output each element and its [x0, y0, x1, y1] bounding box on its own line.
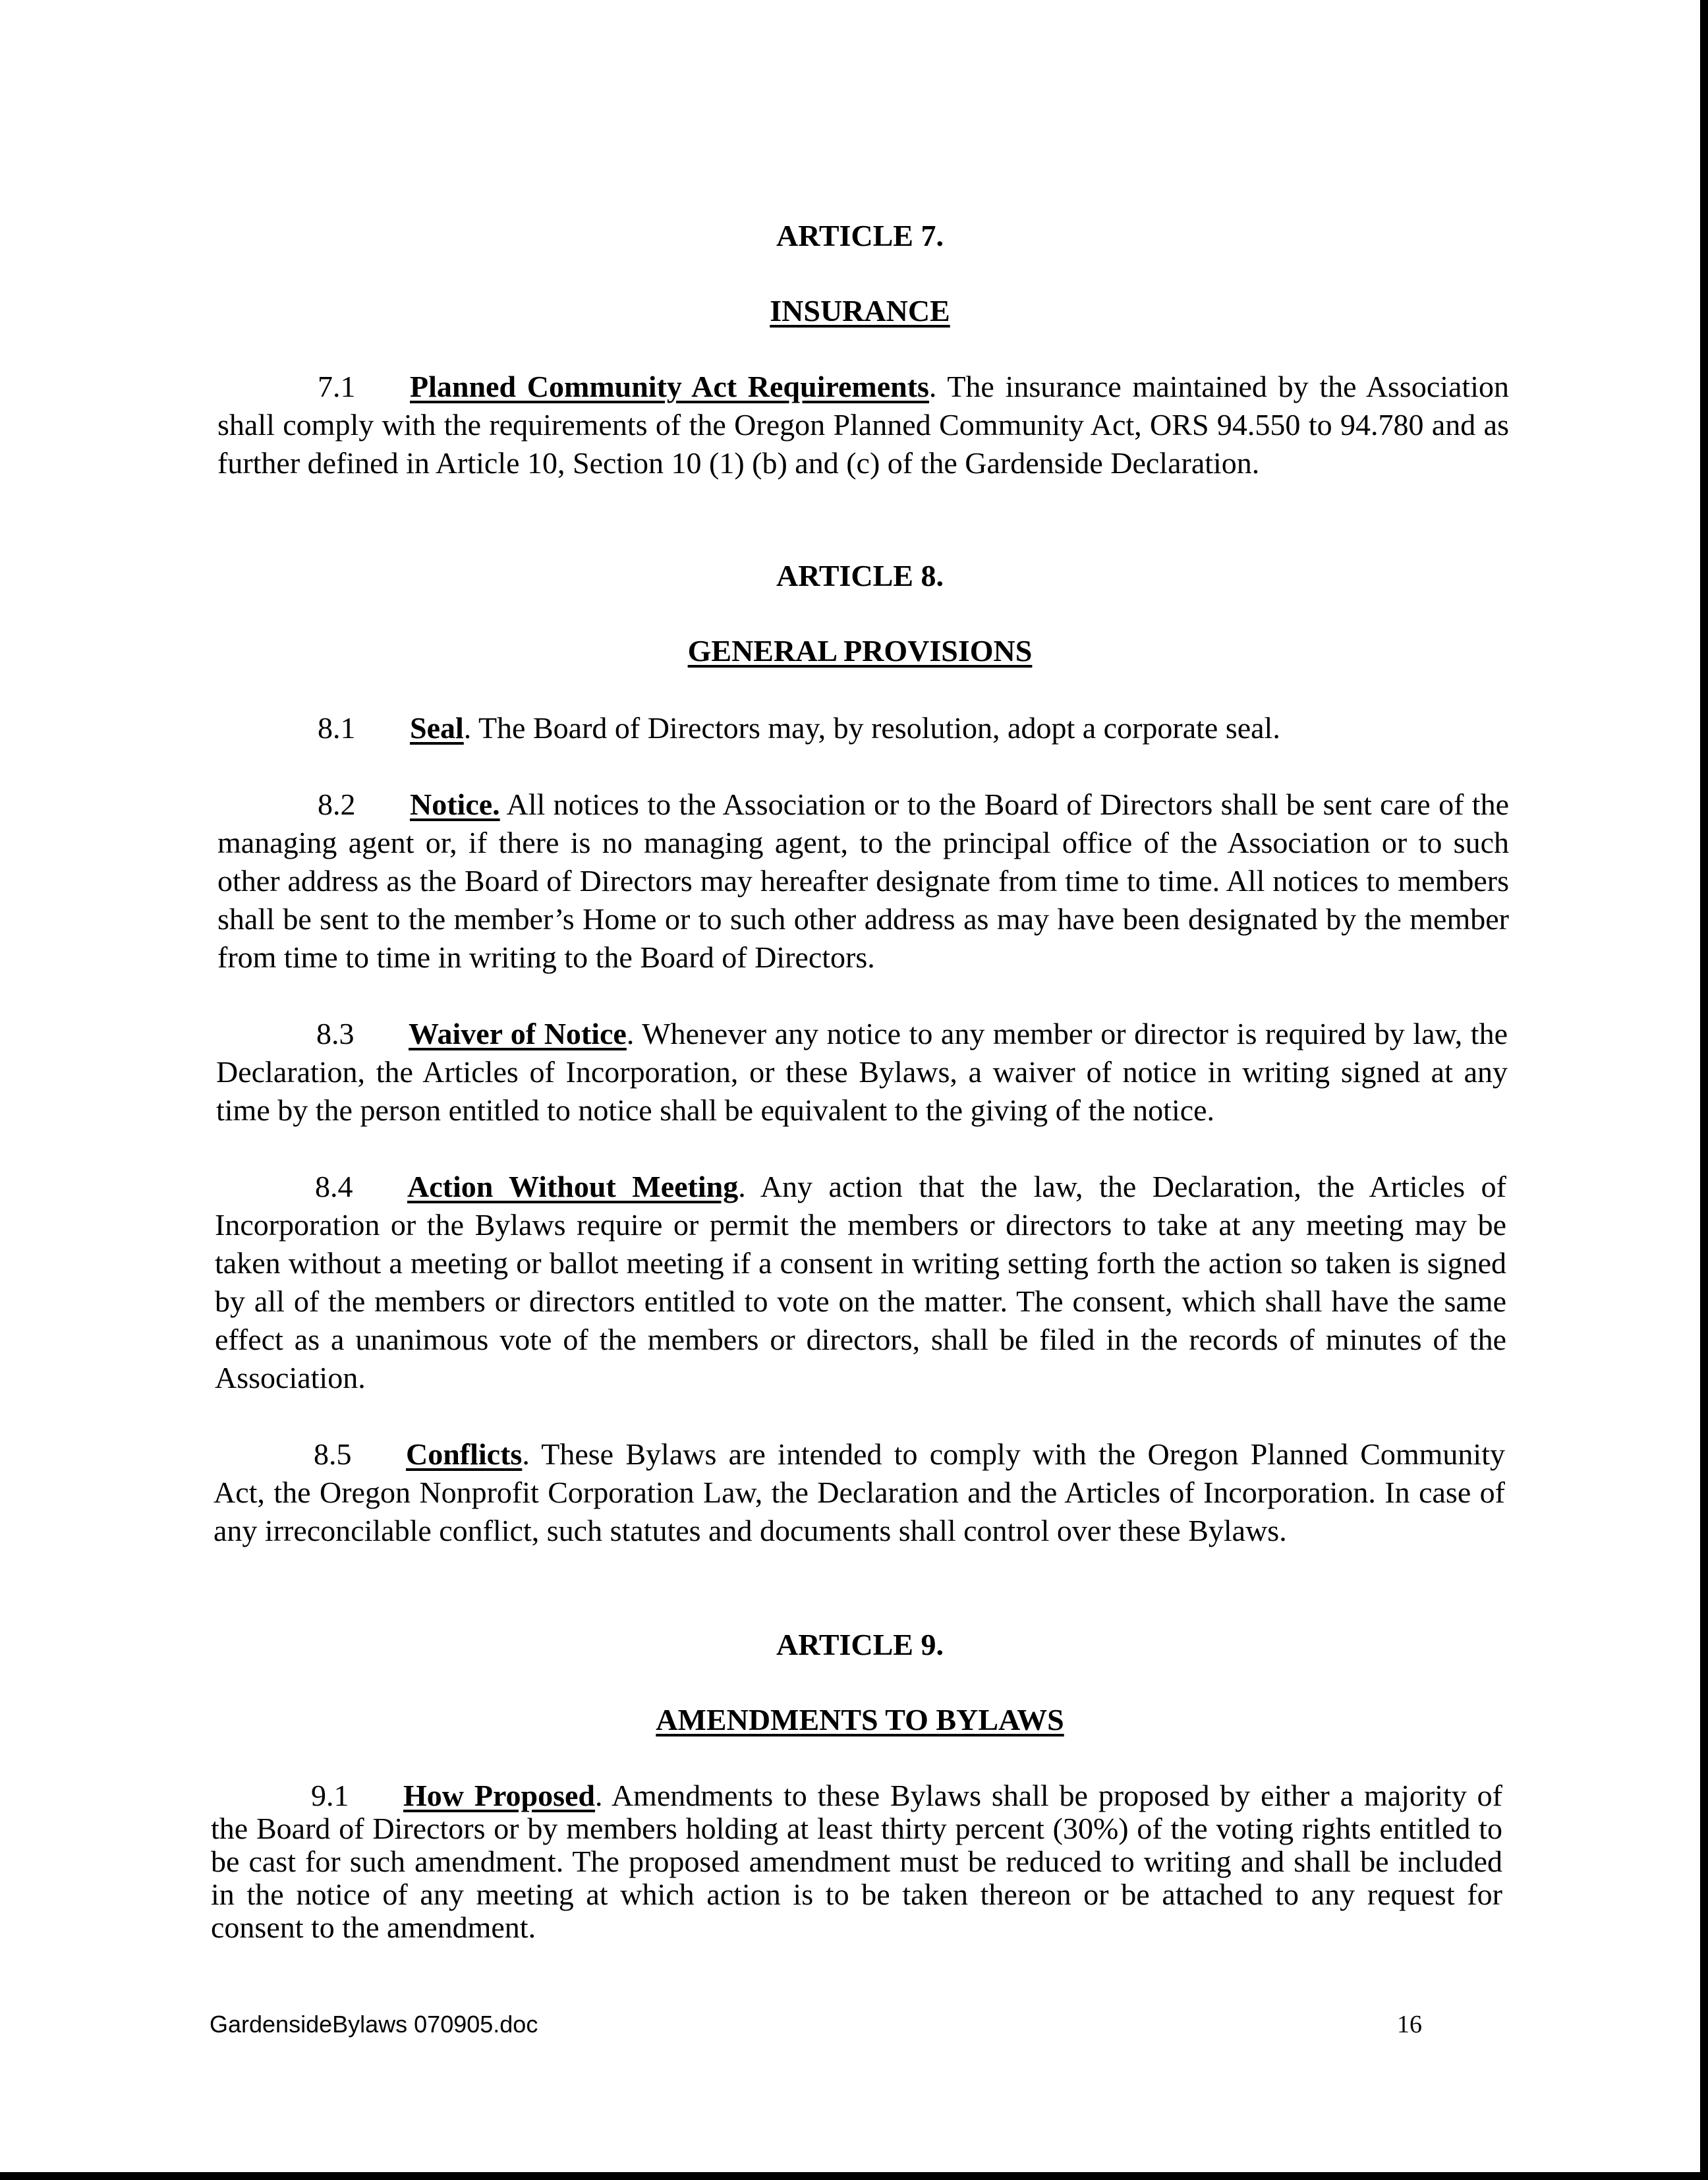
article-9-heading: ARTICLE 9. [776, 1628, 944, 1661]
article-9-title [211, 1702, 1509, 1738]
section-number: 8.1 [318, 711, 356, 745]
section-body: . Amendments to these Bylaws shall be proposed by either a majority of the Board of Directors or by members holding at least thirty percent (30%) of the voting rights entitled to be cast for such amendment. The proposed amendment must be reduced to writing and shall be included in the notice of any meeting at which action is to be taken thereon or be attached to any request for consent to the amendment. [211, 1779, 1503, 1944]
section-number: 8.4 [315, 1170, 353, 1203]
section-title: Notice. [410, 788, 500, 821]
article-8-title-text: GENERAL PROVISIONS [687, 634, 1033, 668]
section-8-5 [214, 1435, 1505, 1550]
article-7-title [211, 293, 1509, 330]
section-title: Seal [410, 711, 464, 745]
section-8-3 [216, 1015, 1508, 1130]
section-8-2 [217, 786, 1509, 977]
section-title: Conflicts [406, 1437, 523, 1471]
section-body: . Whenever any notice to any member or director is required by law, the Declaration, the Articles of Incorporation, or these Bylaws, a waiver of notice in writing signed at any time by the person entitled to notice shall be equivalent to the giving of the notice. [216, 1017, 1508, 1127]
section-number: 8.2 [318, 788, 356, 821]
section-title: How Proposed [403, 1779, 596, 1812]
section-number: 8.3 [316, 1017, 355, 1050]
footer-filename: GardensideBylaws 070905.doc [210, 2011, 538, 2038]
section-body: . These Bylaws are intended to comply with the Oregon Planned Community Act, the Oregon Nonprofit Corporation Law, the Declaration and the Articles of Incorporation. In case of any irreconcilable conflict, such statutes and documents shall control over these Bylaws. [214, 1437, 1505, 1547]
section-8-4 [215, 1168, 1506, 1397]
section-title: Planned Community Act Requirements [410, 370, 929, 403]
section-9-1 [211, 1779, 1502, 1944]
article-7-title-text: INSURANCE [770, 294, 950, 328]
section-body: . The Board of Directors may, by resolution, adopt a corporate seal. [463, 711, 1280, 745]
section-number: 9.1 [311, 1779, 349, 1812]
section-title: Waiver of Notice [409, 1017, 627, 1050]
article-8-heading: ARTICLE 8. [776, 559, 944, 592]
section-body: All notices to the Association or to the Board of Directors shall be sent care of the managing agent or, if there is no managing agent, to the principal office of the Association or to such other address as the Board of Directors may hereafter designate from time to time. All notices to members shall be sent to the member’s Home or to such other address as may have been designated by the member from time to time in writing to the Board of Directors. [217, 788, 1509, 974]
section-number: 7.1 [318, 370, 356, 403]
article-7-heading: ARTICLE 7. [776, 219, 944, 252]
section-title: Action Without Meeting [407, 1170, 739, 1203]
article-8-title [211, 633, 1509, 670]
section-8-1 [217, 709, 1509, 747]
section-7-1 [217, 368, 1509, 482]
section-body: . The insurance maintained by the Association shall comply with the requirements of the Oregon Planned Community Act, ORS 94.550 to 94.780 and as further defined in Article 10, Section 10 (1) (b) and (c) of the Gardenside Declaration. [217, 370, 1509, 480]
footer-page-number: 16 [1397, 2011, 1422, 2038]
article-9-title-text: AMENDMENTS TO BYLAWS [656, 1703, 1064, 1736]
section-body: . Any action that the law, the Declaration, the Articles of Incorporation or the Bylaws require or permit the members or directors to take at any meeting may be taken without a meeting or ballot meeting if a consent in writing setting forth the action so taken is signed by all of the members or directors entitled to vote on the matter. The consent, which shall have the same effect as a unanimous vote of the members or directors, shall be filed in the records of minutes of the Association. [215, 1170, 1506, 1394]
section-number: 8.5 [314, 1437, 352, 1471]
